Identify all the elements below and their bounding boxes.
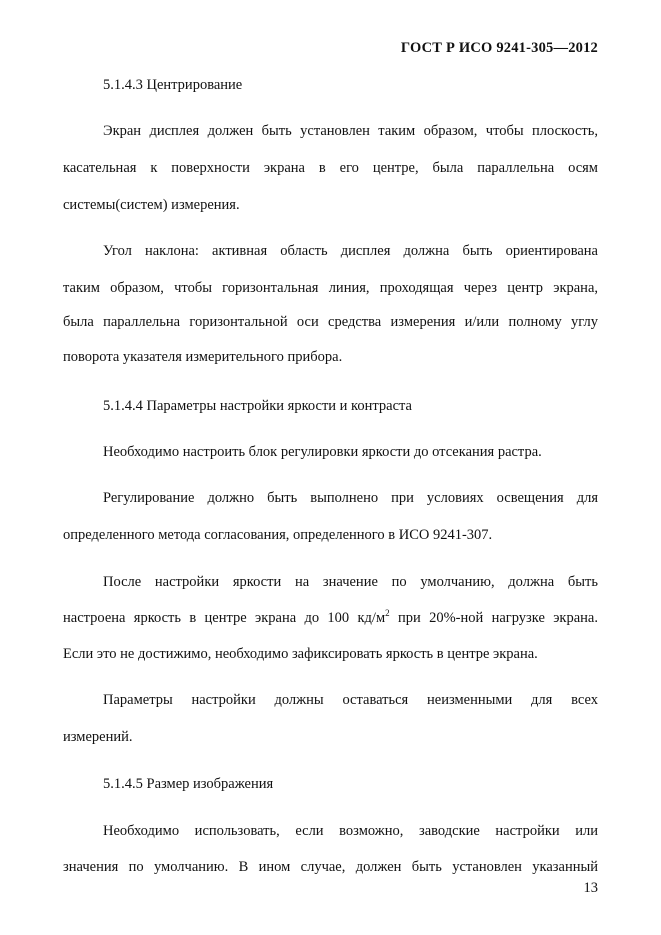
paragraph-line: значения по умолчанию. В ином случае, должен быть установлен указанный	[63, 859, 598, 875]
paragraph-line: Параметры настройки должны оставаться неизменными для всех	[103, 692, 598, 708]
superscript: 2	[385, 608, 390, 619]
paragraph-line: поворота указателя измерительного прибора.	[63, 349, 343, 365]
text-fragment: настроена яркость в центре экрана до 100 кд/м	[63, 610, 386, 626]
paragraph-line: касательная к поверхности экрана в его центре, была параллельна осям	[63, 160, 598, 176]
paragraph-line: была параллельна горизонтальной оси средства измерения и/или полному углу	[63, 314, 598, 330]
page-number: 13	[583, 880, 598, 896]
paragraph-line: таким образом, чтобы горизонтальная линия, проходящая через центр экрана,	[63, 280, 598, 296]
paragraph-line: Необходимо настроить блок регулировки яркости до отсекания растра.	[103, 444, 542, 460]
paragraph-line: Если это не достижимо, необходимо зафиксировать яркость в центре экрана.	[63, 646, 538, 662]
section-heading-5143: 5.1.4.3 Центрирование	[103, 77, 243, 93]
paragraph-line-with-superscript	[63, 609, 598, 627]
section-heading-5145: 5.1.4.5 Размер изображения	[103, 776, 274, 792]
paragraph-line: Регулирование должно быть выполнено при условиях освещения для	[103, 490, 598, 506]
paragraph-line: системы(систем) измерения.	[63, 197, 240, 213]
paragraph-line: измерений.	[63, 729, 133, 745]
paragraph-line: определенного метода согласования, определенного в ИСО 9241-307.	[63, 527, 493, 543]
section-heading-5144: 5.1.4.4 Параметры настройки яркости и контраста	[103, 398, 412, 414]
paragraph-line: Необходимо использовать, если возможно, заводские настройки или	[103, 823, 598, 839]
text-fragment: при 20%-ной нагрузке экрана.	[389, 610, 598, 626]
paragraph-line: Экран дисплея должен быть установлен таким образом, чтобы плоскость,	[103, 123, 598, 139]
document-header: ГОСТ Р ИСО 9241-305—2012	[400, 40, 598, 56]
paragraph-line: После настройки яркости на значение по умолчанию, должна быть	[103, 574, 598, 590]
paragraph-line: Угол наклона: активная область дисплея должна быть ориентирована	[103, 243, 598, 259]
